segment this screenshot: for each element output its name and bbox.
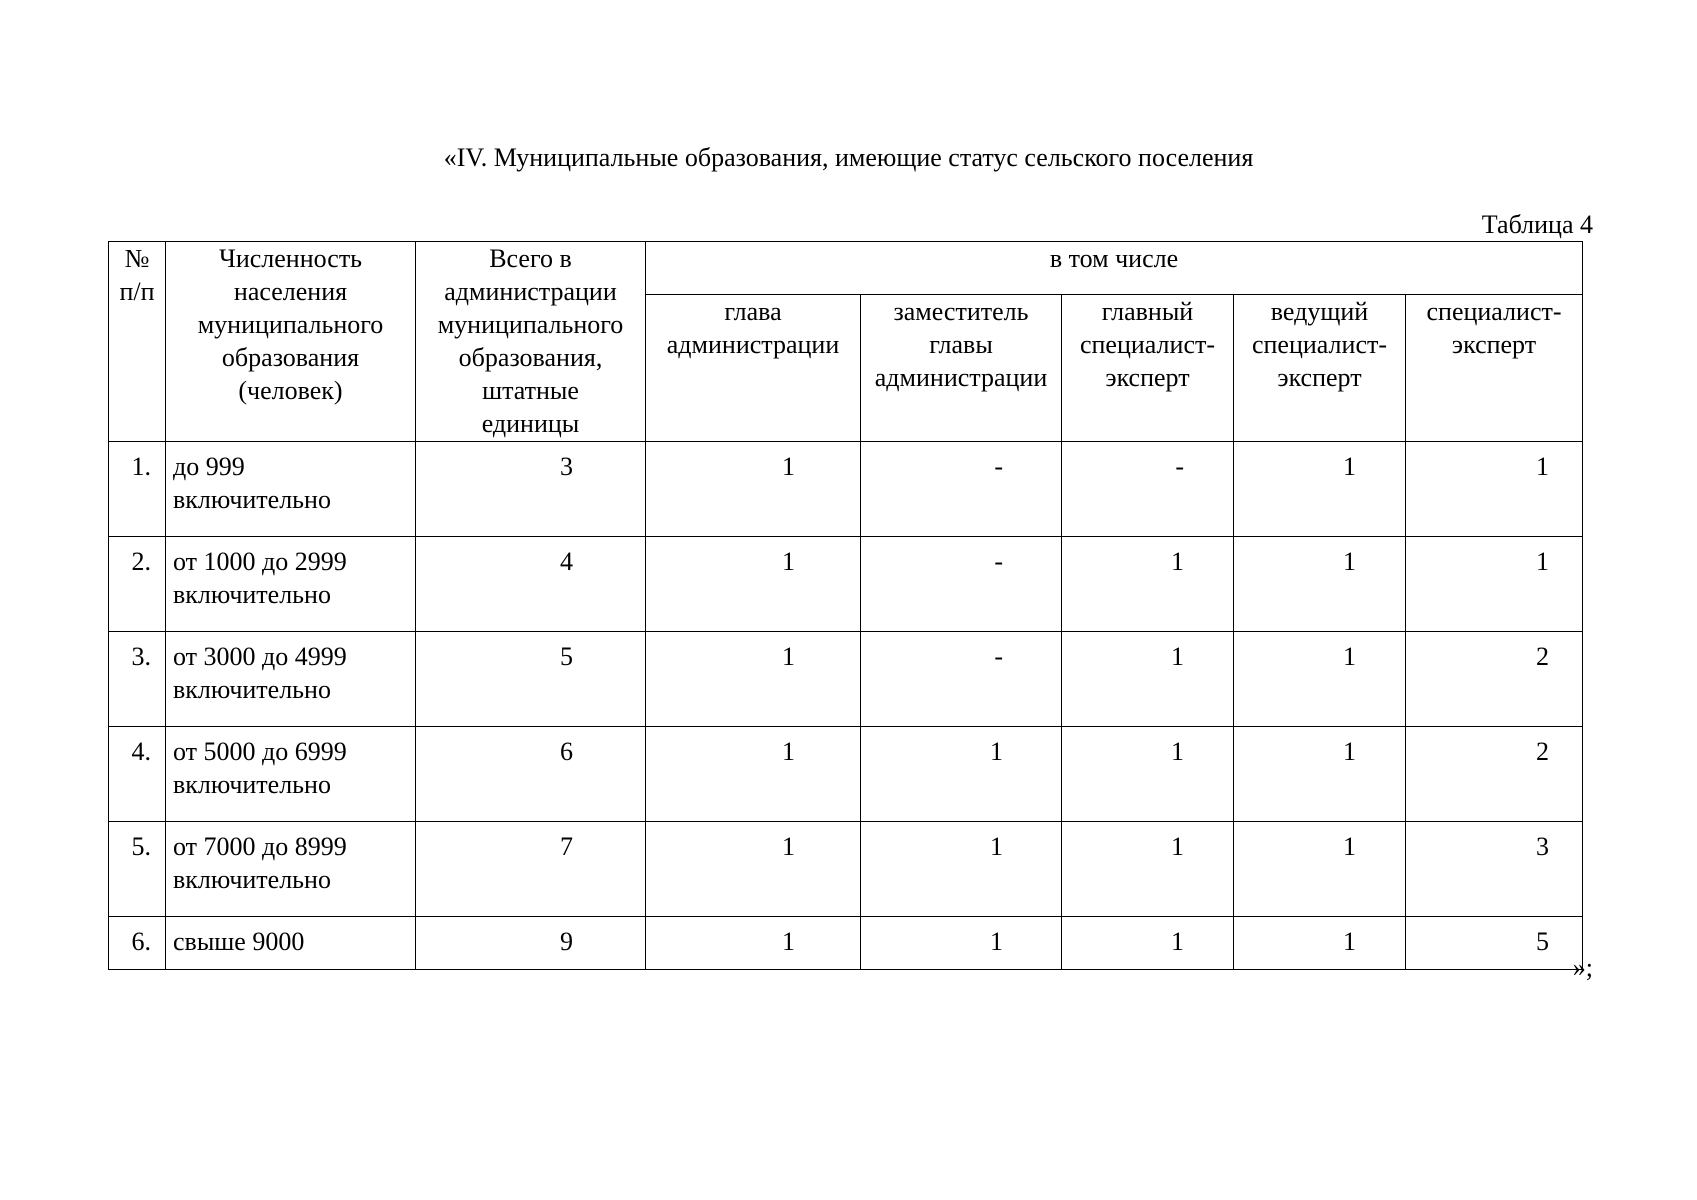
head-count: 1	[646, 727, 861, 822]
header-num: № п/п	[109, 242, 166, 442]
chief-specialist-count: -	[1062, 442, 1234, 537]
table-row	[109, 822, 1583, 917]
deputy-count: -	[861, 632, 1062, 727]
specialist-expert-count: 1	[1406, 442, 1583, 537]
total-staff: 4	[416, 537, 646, 632]
total-staff: 3	[416, 442, 646, 537]
lead-specialist-count: 1	[1234, 727, 1406, 822]
header-total-staff: Всего в администрации муниципального образования, штатные единицы	[416, 242, 646, 442]
header-lead-specialist: ведущий специалист- эксперт	[1234, 295, 1406, 442]
head-count: 1	[646, 537, 861, 632]
population-range: до 999 включительно	[166, 442, 416, 537]
row-number: 6.	[109, 917, 166, 970]
closing-quote-mark: »;	[1572, 953, 1593, 982]
population-range: от 5000 до 6999 включительно	[166, 727, 416, 822]
table-row	[109, 537, 1583, 632]
header-head-of-administration: глава администрации	[646, 295, 861, 442]
header-row-top	[109, 242, 1583, 295]
table-number-label: Таблица 4	[1481, 210, 1593, 239]
header-including: в том числе	[646, 242, 1583, 295]
population-range: от 7000 до 8999 включительно	[166, 822, 416, 917]
specialist-expert-count: 1	[1406, 537, 1583, 632]
head-count: 1	[646, 917, 861, 970]
lead-specialist-count: 1	[1234, 442, 1406, 537]
head-count: 1	[646, 442, 861, 537]
specialist-expert-count: 5	[1406, 917, 1583, 970]
specialist-expert-count: 2	[1406, 632, 1583, 727]
chief-specialist-count: 1	[1062, 917, 1234, 970]
head-count: 1	[646, 632, 861, 727]
table-row	[109, 632, 1583, 727]
table-row	[109, 442, 1583, 537]
total-staff: 9	[416, 917, 646, 970]
header-deputy-head: заместитель главы администрации	[861, 295, 1062, 442]
document-heading: «IV. Муниципальные образования, имеющие статус сельского поселения	[443, 143, 1254, 172]
table-body	[109, 442, 1583, 970]
table-row	[109, 917, 1583, 970]
total-staff: 7	[416, 822, 646, 917]
population-range: свыше 9000	[166, 917, 416, 970]
chief-specialist-count: 1	[1062, 537, 1234, 632]
deputy-count: -	[861, 537, 1062, 632]
population-range: от 3000 до 4999 включительно	[166, 632, 416, 727]
lead-specialist-count: 1	[1234, 537, 1406, 632]
deputy-count: 1	[861, 822, 1062, 917]
row-number: 4.	[109, 727, 166, 822]
header-chief-specialist: главный специалист- эксперт	[1062, 295, 1234, 442]
total-staff: 6	[416, 727, 646, 822]
deputy-count: 1	[861, 917, 1062, 970]
staffing-table	[108, 241, 1583, 970]
row-number: 2.	[109, 537, 166, 632]
deputy-count: -	[861, 442, 1062, 537]
lead-specialist-count: 1	[1234, 632, 1406, 727]
specialist-expert-count: 2	[1406, 727, 1583, 822]
lead-specialist-count: 1	[1234, 822, 1406, 917]
row-number: 5.	[109, 822, 166, 917]
row-number: 1.	[109, 442, 166, 537]
lead-specialist-count: 1	[1234, 917, 1406, 970]
row-number: 3.	[109, 632, 166, 727]
header-population: Численность населения муниципального образования (человек)	[166, 242, 416, 442]
chief-specialist-count: 1	[1062, 727, 1234, 822]
head-count: 1	[646, 822, 861, 917]
specialist-expert-count: 3	[1406, 822, 1583, 917]
population-range: от 1000 до 2999 включительно	[166, 537, 416, 632]
table-row	[109, 727, 1583, 822]
total-staff: 5	[416, 632, 646, 727]
chief-specialist-count: 1	[1062, 822, 1234, 917]
deputy-count: 1	[861, 727, 1062, 822]
table-header	[109, 242, 1583, 442]
chief-specialist-count: 1	[1062, 632, 1234, 727]
header-specialist-expert: специалист- эксперт	[1406, 295, 1583, 442]
